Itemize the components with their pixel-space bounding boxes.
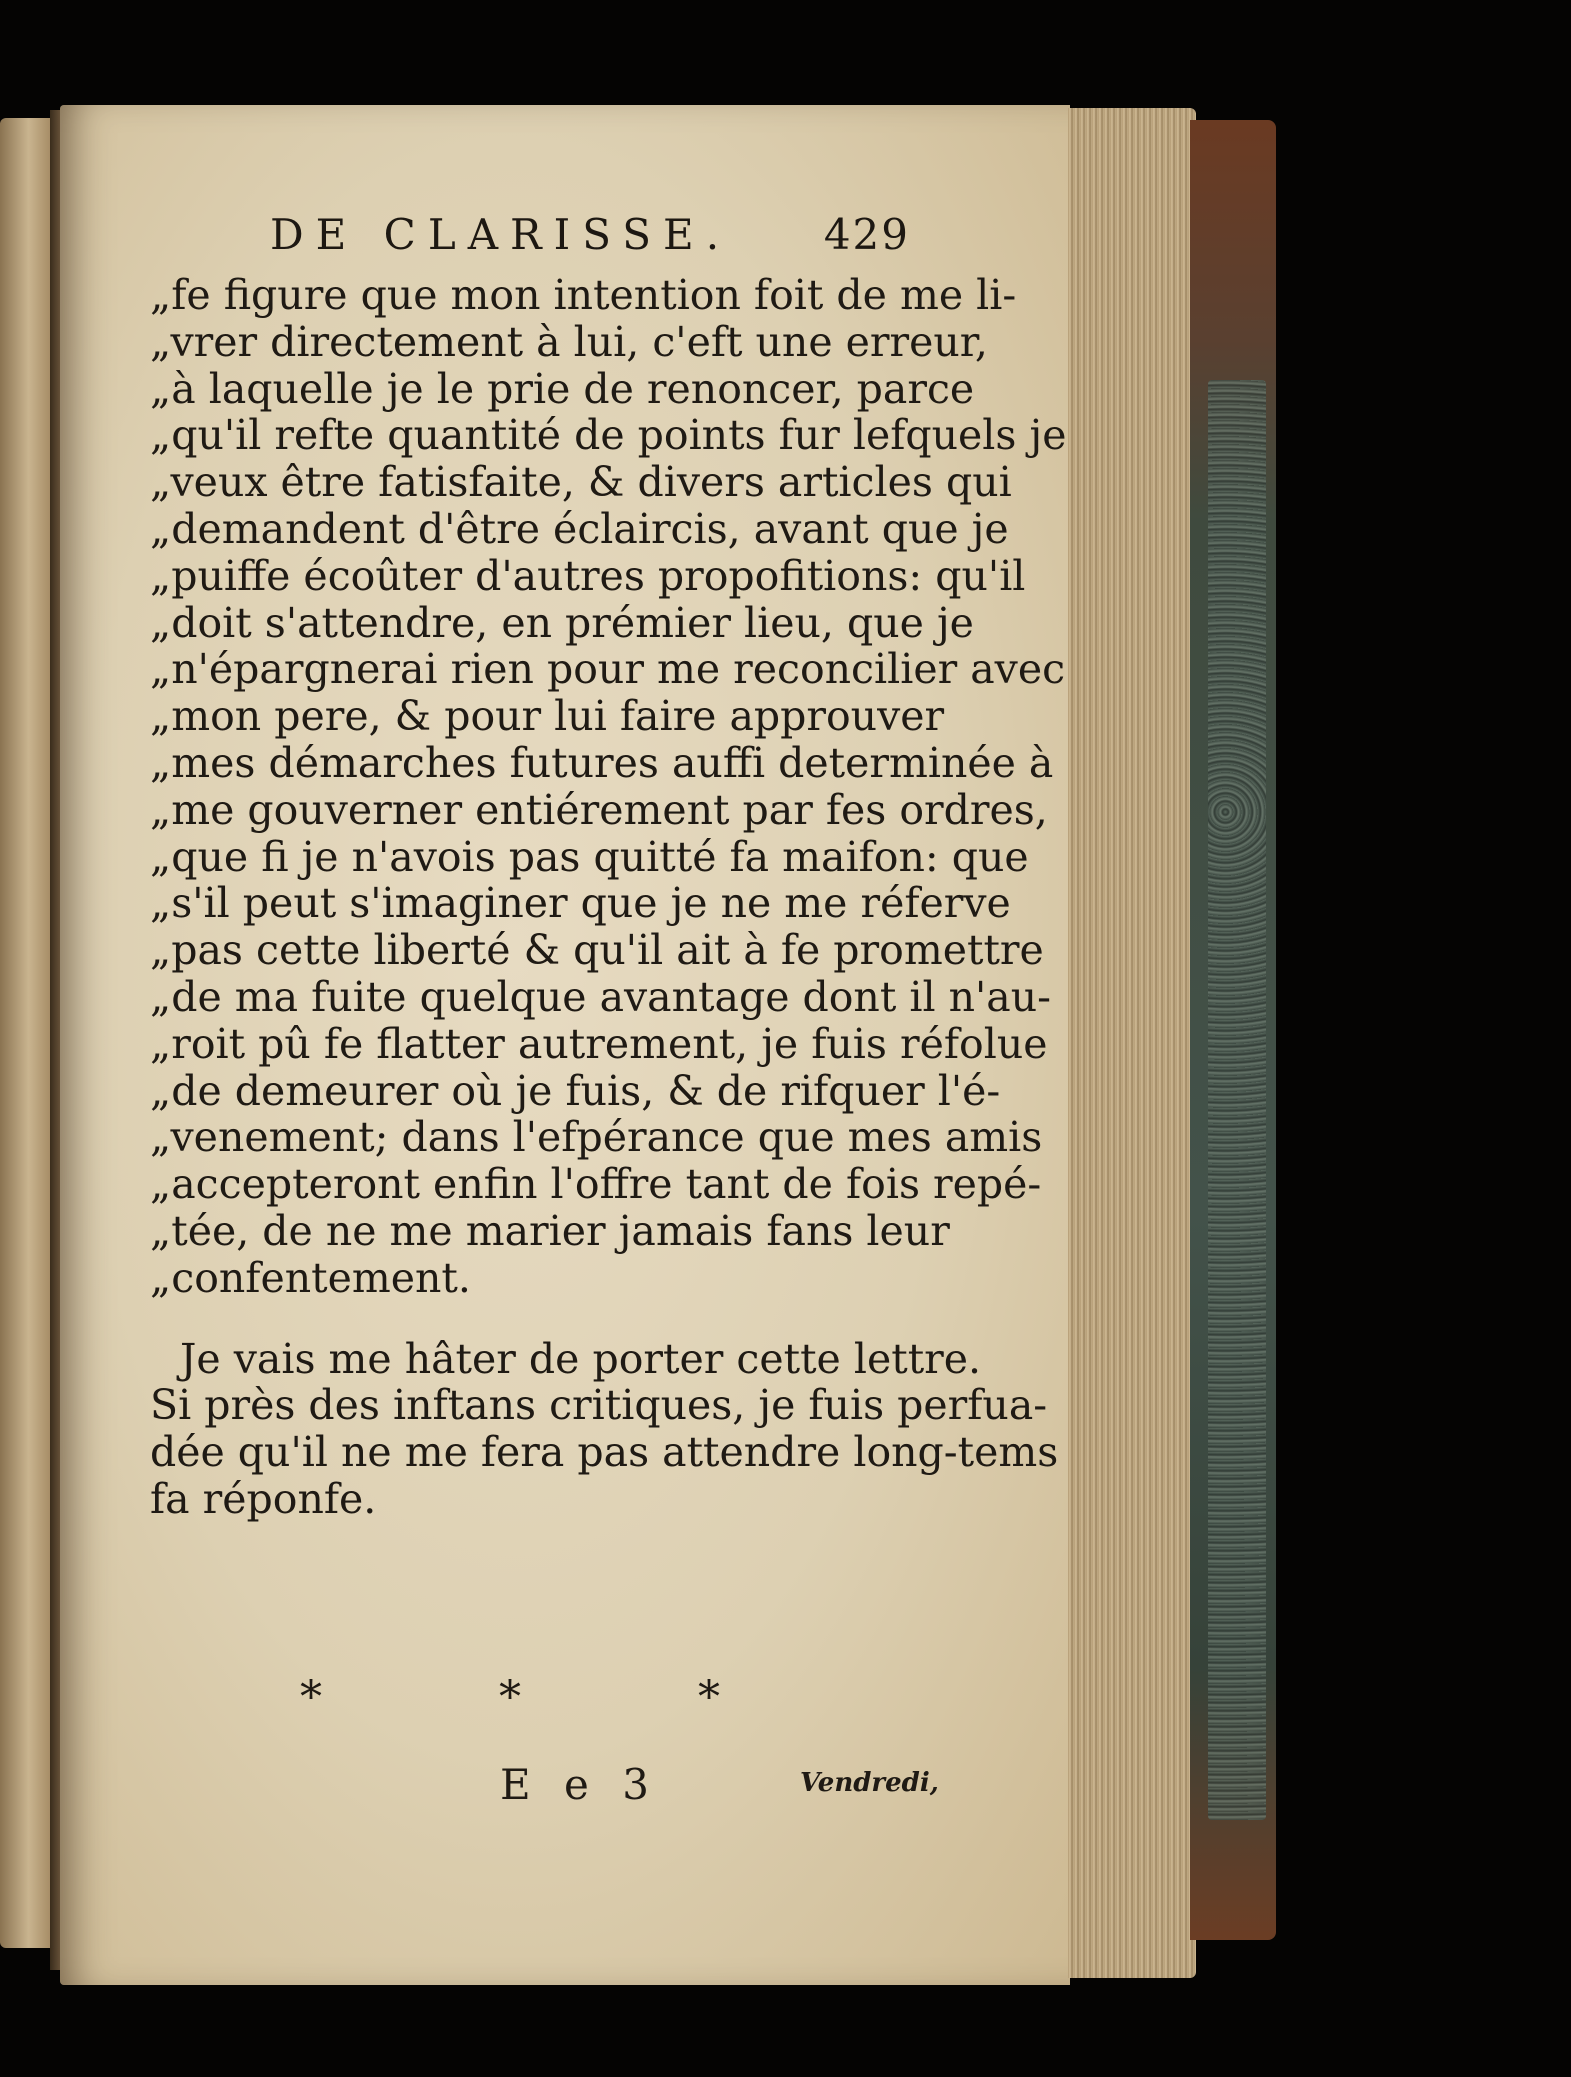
- asterisk: *: [300, 1672, 322, 1723]
- text-line: „vrer directement à lui, c'eft une erreur,: [150, 317, 988, 366]
- text-line: „confentement.: [150, 1253, 471, 1302]
- text-line: „de demeurer où je fuis, & de rifquer l'é-: [150, 1066, 1001, 1115]
- body-text: [150, 271, 1067, 1523]
- paragraph-2: [150, 1334, 1059, 1523]
- text-line: Si près des inftans critiques, je fuis perfua-: [150, 1381, 1048, 1430]
- section-separator: [300, 1672, 720, 1732]
- text-line: „pas cette liberté & qu'il ait à fe promettre: [150, 926, 1044, 975]
- text-line: fa réponfe.: [150, 1474, 377, 1523]
- asterisk: *: [499, 1672, 521, 1723]
- text-line: „accepteront enfin l'offre tant de fois repé-: [150, 1160, 1042, 1209]
- left-page-edge: [0, 118, 52, 1948]
- text-line: „doit s'attendre, en prémier lieu, que je: [150, 598, 974, 647]
- text-line: „s'il peut s'imaginer que je ne me réferve: [150, 879, 1011, 928]
- book-cover: [1190, 120, 1276, 1940]
- text-line: „me gouverner entiérement par fes ordres,: [150, 785, 1048, 834]
- text-line: „mon pere, & pour lui faire approuver: [150, 692, 945, 741]
- signature-mark: E e 3: [500, 1760, 659, 1809]
- paragraph-1: [150, 271, 1067, 1302]
- text-line: „n'épargnerai rien pour me reconcilier avec: [150, 645, 1066, 694]
- catchword: Vendredi,: [800, 1768, 939, 1798]
- text-line: „tée, de ne me marier jamais fans leur: [150, 1206, 950, 1255]
- text-line: „veux être fatisfaite, & divers articles qui: [150, 458, 1012, 507]
- text-line: „roit pû fe flatter autrement, je fuis réfolue: [150, 1019, 1048, 1068]
- page-number: 429: [823, 210, 910, 259]
- text-line: „mes démarches futures auffi determinée à: [150, 738, 1054, 787]
- text-line: „puiffe écoûter d'autres propofitions: qu'il: [150, 551, 1026, 600]
- text-line: „à laquelle je le prie de renoncer, parce: [150, 364, 975, 413]
- text-line: „que fi je n'avois pas quitté fa maifon: que: [150, 832, 1029, 881]
- running-title: DE CLARISSE.: [270, 210, 732, 259]
- text-line: „demandent d'être éclaircis, avant que je: [150, 504, 1009, 553]
- marbled-cover-pattern: [1208, 380, 1266, 1820]
- asterisk: *: [698, 1672, 720, 1723]
- text-line: „de ma fuite quelque avantage dont il n'au-: [150, 972, 1051, 1021]
- page-edges: [1068, 108, 1196, 1978]
- page-header: [270, 210, 910, 270]
- text-line: „qu'il refte quantité de points fur lefquels je: [150, 411, 1067, 460]
- text-line: Je vais me hâter de porter cette lettre.: [180, 1334, 982, 1383]
- text-line: „fe figure que mon intention foit de me li-: [150, 271, 1017, 319]
- text-line: dée qu'il ne me fera pas attendre long-tems: [150, 1428, 1059, 1477]
- text-line: „venement; dans l'efpérance que mes amis: [150, 1113, 1043, 1162]
